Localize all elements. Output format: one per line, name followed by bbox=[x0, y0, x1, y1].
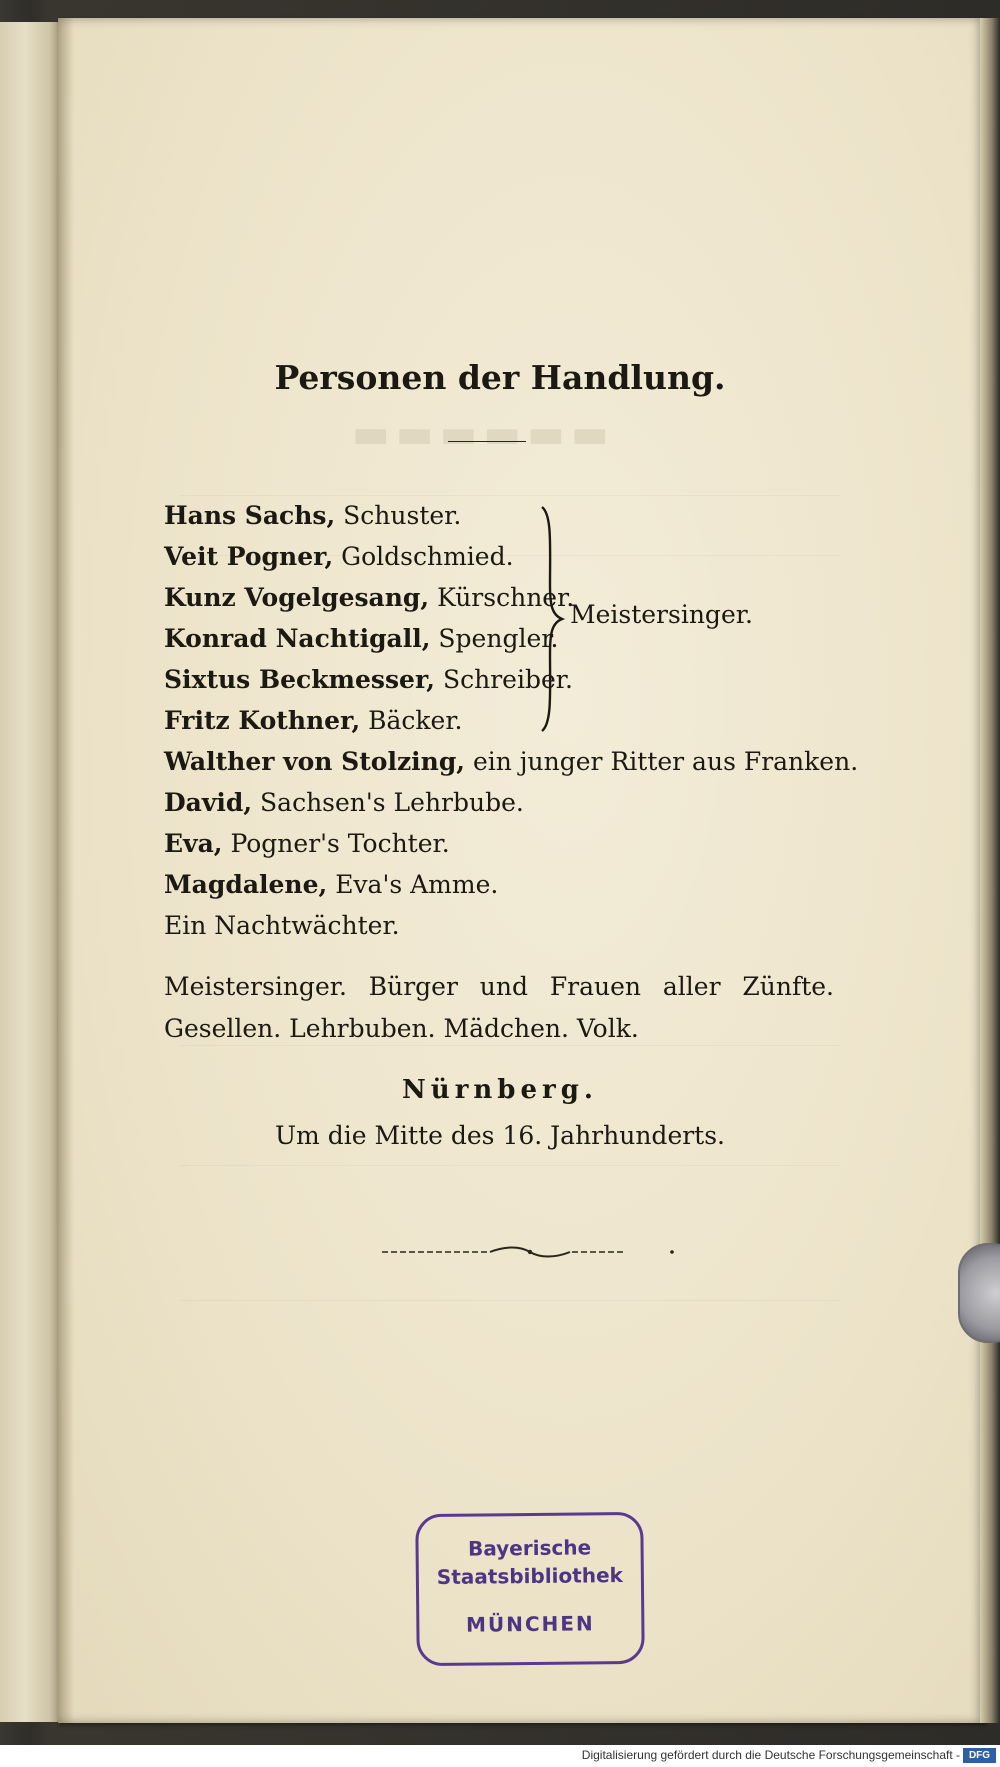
cast-entry bbox=[164, 705, 462, 737]
cast-entry bbox=[164, 746, 858, 778]
character-role: Sachsen's Lehrbube. bbox=[260, 788, 524, 817]
cast-entry bbox=[164, 787, 524, 819]
page-edge-right bbox=[980, 18, 1000, 1723]
character-role: Schreiber. bbox=[442, 665, 573, 694]
cast-entry bbox=[164, 910, 400, 942]
setting-place: Nürnberg. bbox=[402, 1075, 598, 1105]
cast-entry bbox=[164, 582, 574, 614]
gutter-shadow bbox=[58, 18, 74, 1723]
character-role: Ein Nachtwächter. bbox=[164, 911, 400, 940]
character-name: Veit Pogner, bbox=[164, 542, 334, 571]
ensemble-list: Meistersinger. Bürger und Frauen aller Zünfte. Gesellen. Lehrbuben. Mädchen. Volk. bbox=[164, 972, 834, 1043]
show-through-line bbox=[180, 1165, 840, 1166]
character-role: Goldschmied. bbox=[341, 542, 514, 571]
dfg-logo: DFG bbox=[963, 1748, 996, 1763]
library-stamp bbox=[415, 1512, 645, 1666]
stamp-line: MÜNCHEN bbox=[465, 1611, 595, 1637]
right-brace bbox=[538, 505, 568, 733]
clip-tab bbox=[958, 1243, 1000, 1343]
cast-entry bbox=[164, 828, 450, 860]
stamp-line: Staatsbibliothek bbox=[436, 1563, 624, 1589]
show-through: ▬▬▬▬▬▬ bbox=[352, 410, 615, 457]
character-role: Eva's Amme. bbox=[335, 870, 499, 899]
show-through-line bbox=[180, 1300, 840, 1301]
character-role: Schuster. bbox=[343, 501, 462, 530]
group-label: Meistersinger. bbox=[570, 600, 753, 629]
character-name: Magdalene, bbox=[164, 870, 328, 899]
stamp-line: Bayerische bbox=[467, 1535, 592, 1561]
character-name: Hans Sachs, bbox=[164, 501, 336, 530]
page-title: Personen der Handlung. bbox=[274, 358, 726, 397]
previous-page-edge bbox=[0, 22, 62, 1722]
character-name: Fritz Kothner, bbox=[164, 706, 361, 735]
character-name: Sixtus Beckmesser, bbox=[164, 665, 436, 694]
cast-entry bbox=[164, 869, 498, 901]
show-through-line bbox=[180, 495, 840, 496]
character-role: Pogner's Tochter. bbox=[230, 829, 450, 858]
cast-entry bbox=[164, 664, 573, 696]
character-name: Eva, bbox=[164, 829, 223, 858]
setting-period: Um die Mitte des 16. Jahrhunderts. bbox=[274, 1121, 726, 1150]
footer-credit: Digitalisierung gefördert durch die Deutsche Forschungsgemeinschaft - bbox=[581, 1748, 960, 1762]
cast-entry bbox=[164, 541, 514, 573]
character-name: Konrad Nachtigall, bbox=[164, 624, 431, 653]
divider-ornament bbox=[380, 1243, 680, 1261]
title-rule bbox=[448, 441, 526, 442]
cast-entry bbox=[164, 623, 558, 655]
character-name: David, bbox=[164, 788, 253, 817]
character-role: Kürschner. bbox=[437, 583, 575, 612]
character-name: Kunz Vogelgesang, bbox=[164, 583, 430, 612]
character-role: Spengler. bbox=[438, 624, 559, 653]
cast-entry bbox=[164, 500, 461, 532]
character-name: Walther von Stolzing, bbox=[164, 747, 466, 776]
character-role: ein junger Ritter aus Franken. bbox=[472, 747, 859, 776]
character-role: Bäcker. bbox=[368, 706, 463, 735]
